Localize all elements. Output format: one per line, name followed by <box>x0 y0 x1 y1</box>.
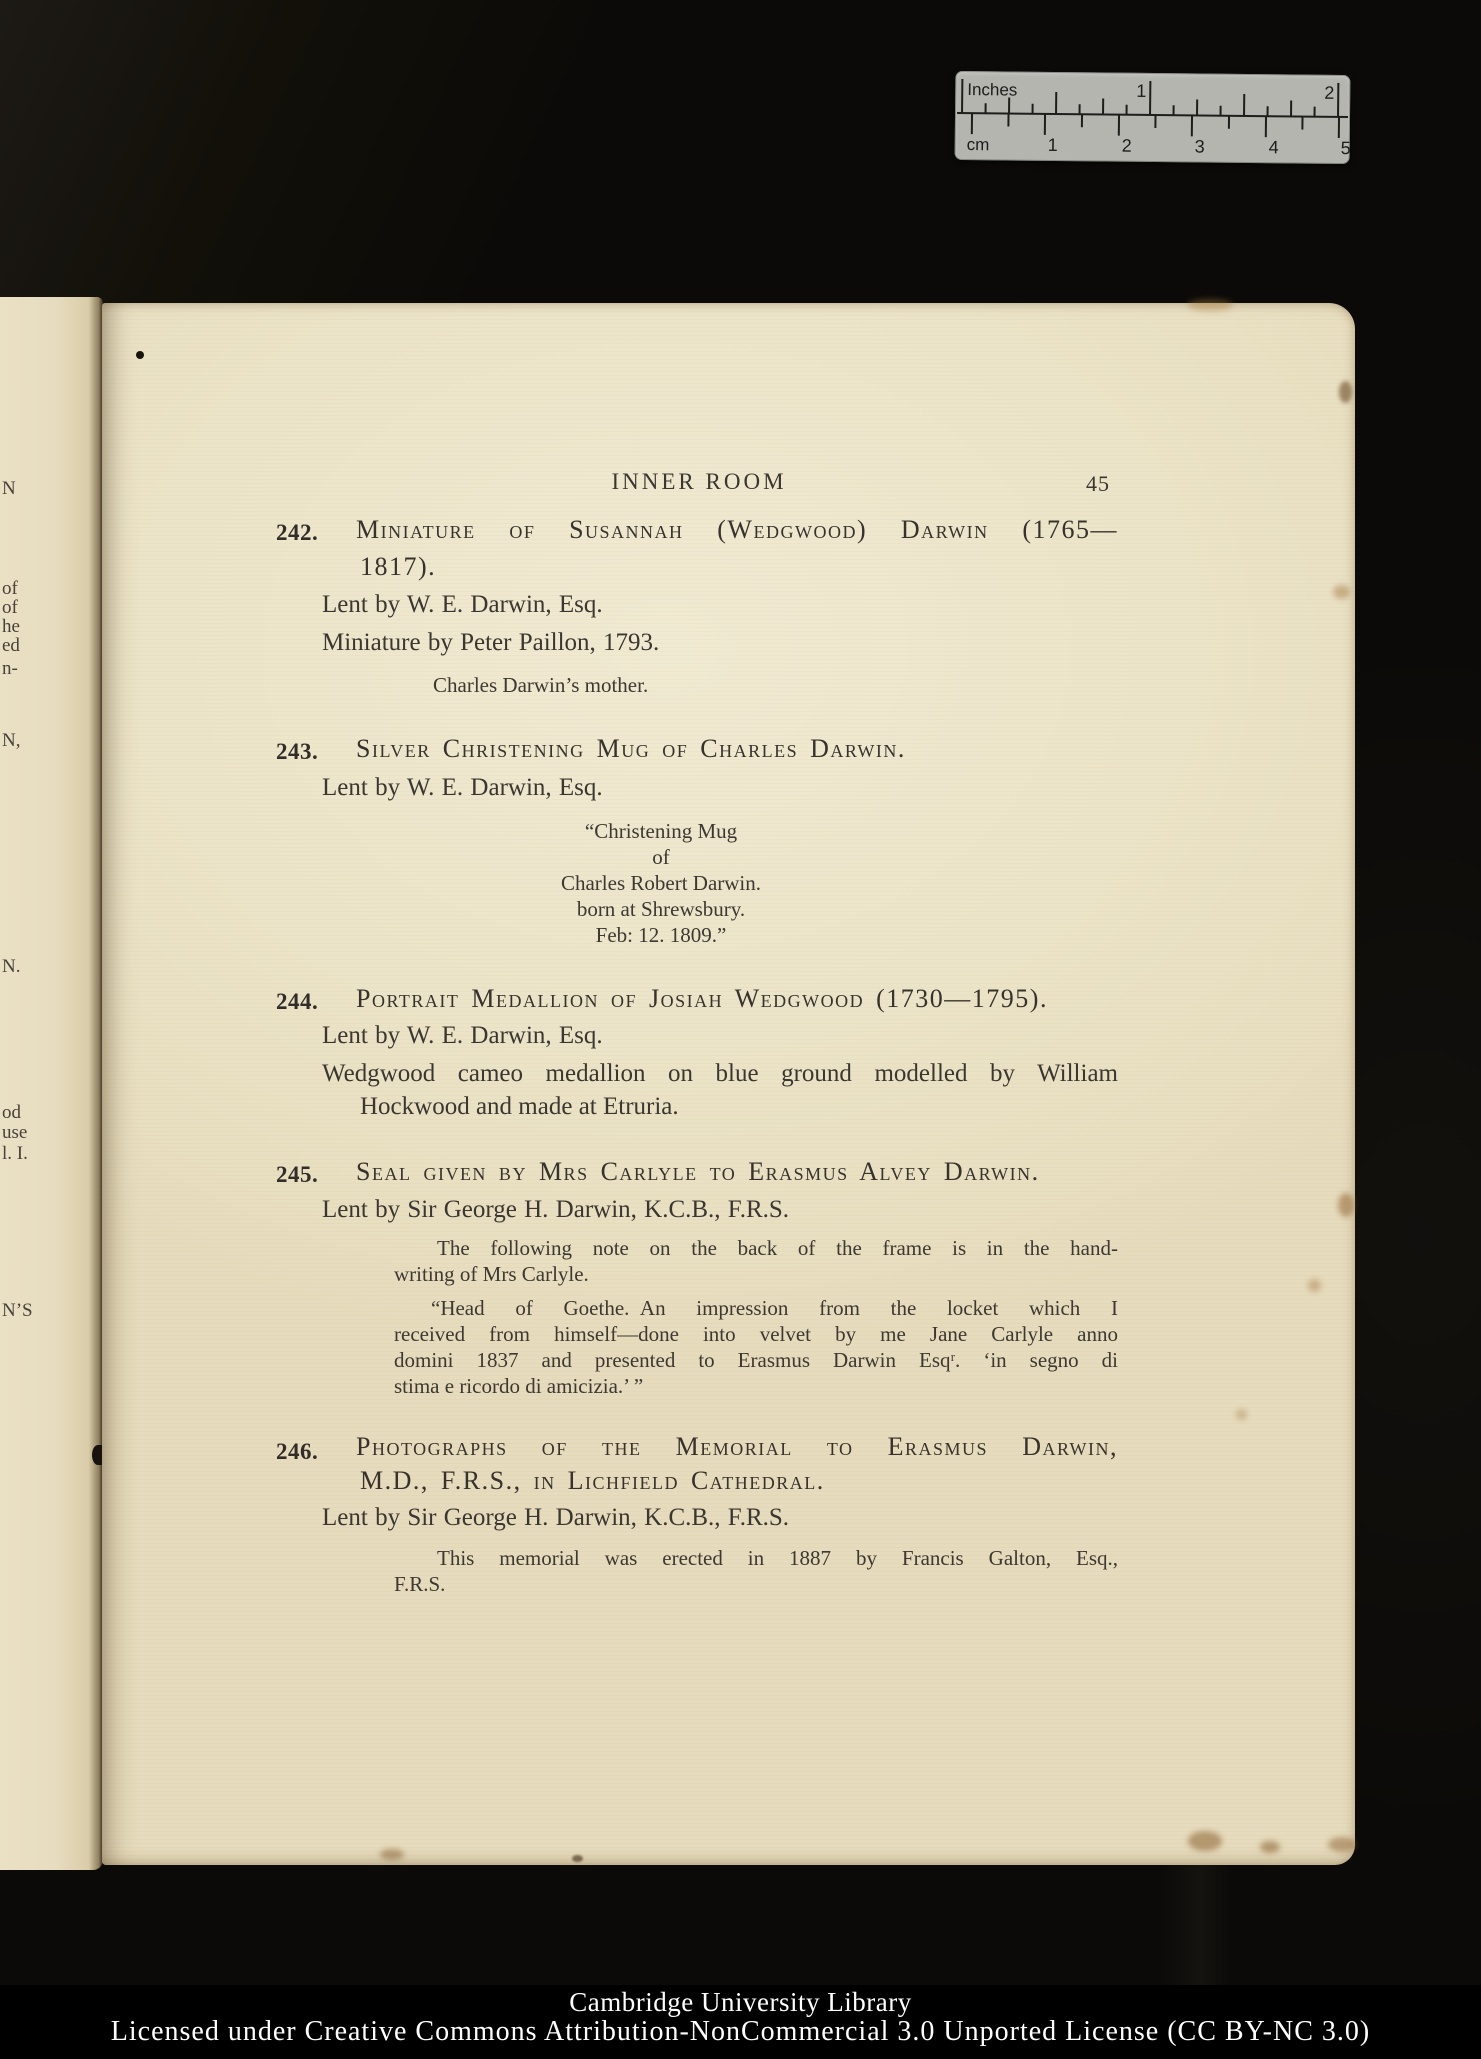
page-title: INNER ROOM <box>611 469 787 494</box>
stain <box>1328 1837 1356 1852</box>
ruler-inch-1: 1 <box>1136 80 1147 101</box>
edge-text-fragment: ed <box>2 635 20 656</box>
stain <box>572 1855 583 1862</box>
item-number: 245. <box>276 1162 319 1187</box>
edge-text-fragment: of <box>2 578 18 599</box>
edge-text-fragment: n- <box>2 658 18 679</box>
stain <box>1260 1841 1280 1853</box>
stain <box>380 1849 404 1860</box>
item-detail: Miniature by Peter Paillon, 1793. <box>322 629 660 656</box>
lender-line: Lent by W. E. Darwin, Esq. <box>322 774 603 801</box>
ruler-cm-2: 2 <box>1121 135 1132 156</box>
edge-text-fragment: of <box>2 597 18 618</box>
library-credit: Cambridge University Library <box>569 1987 912 2017</box>
stain <box>1308 1279 1321 1292</box>
stain <box>1339 381 1352 403</box>
ruler-cm-1: 1 <box>1047 134 1058 156</box>
item-number: 242. <box>276 520 319 545</box>
ruler-cm-4: 4 <box>1268 137 1279 158</box>
item-description: Wedgwood cameo medallion on blue ground modelled by William Hockwood and made at Etruria. <box>322 1060 1118 1120</box>
lender-line: Lent by Sir George H. Darwin, K.C.B., F.R.S. <box>322 1504 790 1531</box>
item-title: Silver Christening Mug of Charles Darwin. <box>356 734 906 763</box>
ruler-inches-label: Inches <box>967 80 1018 100</box>
item-title: Miniature of Susannah (Wedgwood) Darwin (1765— 1817). <box>356 515 1118 581</box>
catalogue-item-245 <box>276 1153 1118 1413</box>
edge-text-fragment: N, <box>2 730 21 751</box>
ruler-inch-2: 2 <box>1324 82 1335 103</box>
stain <box>1188 1831 1222 1851</box>
catalogue-item-246 <box>276 1430 1118 1640</box>
lender-line: Lent by Sir George H. Darwin, K.C.B., F.R.S. <box>322 1196 790 1223</box>
inscription-quote: “Head of Goethe. An impression from the locket which I received from himself—done into velvet by me Jane Carlyle anno domini 1837 and presented to Erasmus Darwin Esqʳ. ‘in segno di stima e ricordo di amicizia.’ ” <box>394 1296 1118 1398</box>
stain <box>1338 1193 1354 1217</box>
catalogue-item-242 <box>276 511 1118 711</box>
item-number: 243. <box>276 739 319 764</box>
edge-text-fragment: N <box>2 478 16 499</box>
ruler-cm-3: 3 <box>1194 136 1205 157</box>
stain <box>1187 299 1233 311</box>
inscription-quote: “Christening Mug of Charles Robert Darwin. born at Shrewsbury. Feb: 12. 1809.” <box>560 819 762 947</box>
item-title: Photographs of the Memorial to Erasmus Darwin, M.D., F.R.S., in Lichfield Cathedral. <box>356 1432 1118 1495</box>
item-title: Seal given by Mrs Carlyle to Erasmus Alvey Darwin. <box>356 1157 1040 1186</box>
ruler-scale-graphic <box>955 71 1351 164</box>
catalogue-item-244 <box>276 980 1118 1130</box>
edge-text-fragment: use <box>2 1122 28 1143</box>
stain <box>1333 585 1350 599</box>
item-number: 246. <box>276 1439 319 1464</box>
item-title: Portrait Medallion of Josiah Wedgwood (1730—1795). <box>356 984 1048 1013</box>
facing-page-edge <box>0 297 103 1870</box>
item-note: This memorial was erected in 1887 by Francis Galton, Esq., F.R.S. <box>394 1546 1118 1596</box>
item-note: The following note on the back of the frame is in the hand- writing of Mrs Carlyle. <box>394 1236 1118 1286</box>
book-page <box>102 303 1355 1865</box>
catalogue-item-243 <box>276 730 1118 960</box>
edge-text-fragment: he <box>2 616 20 637</box>
license-line: Licensed under Creative Commons Attribution-NonCommercial 3.0 Unported License (CC BY-NC 3.0) <box>110 2016 1371 2047</box>
lender-line: Lent by W. E. Darwin, Esq. <box>322 591 603 618</box>
speck <box>136 351 144 359</box>
page-number: 45 <box>1086 471 1110 496</box>
item-number: 244. <box>276 989 319 1014</box>
measurement-ruler <box>955 71 1351 164</box>
edge-text-fragment: od <box>2 1102 21 1123</box>
item-note: Charles Darwin’s mother. <box>433 673 649 697</box>
edge-text-fragment: l. I. <box>2 1143 28 1164</box>
ruler-cm-label: cm <box>966 135 990 155</box>
edge-text-fragment: N. <box>2 956 21 977</box>
stain <box>1236 1409 1247 1420</box>
attribution-footer <box>0 1985 1481 2059</box>
edge-text-fragment: N’S <box>2 1300 33 1321</box>
lender-line: Lent by W. E. Darwin, Esq. <box>322 1022 603 1049</box>
ruler-cm-5: 5 <box>1340 137 1351 159</box>
